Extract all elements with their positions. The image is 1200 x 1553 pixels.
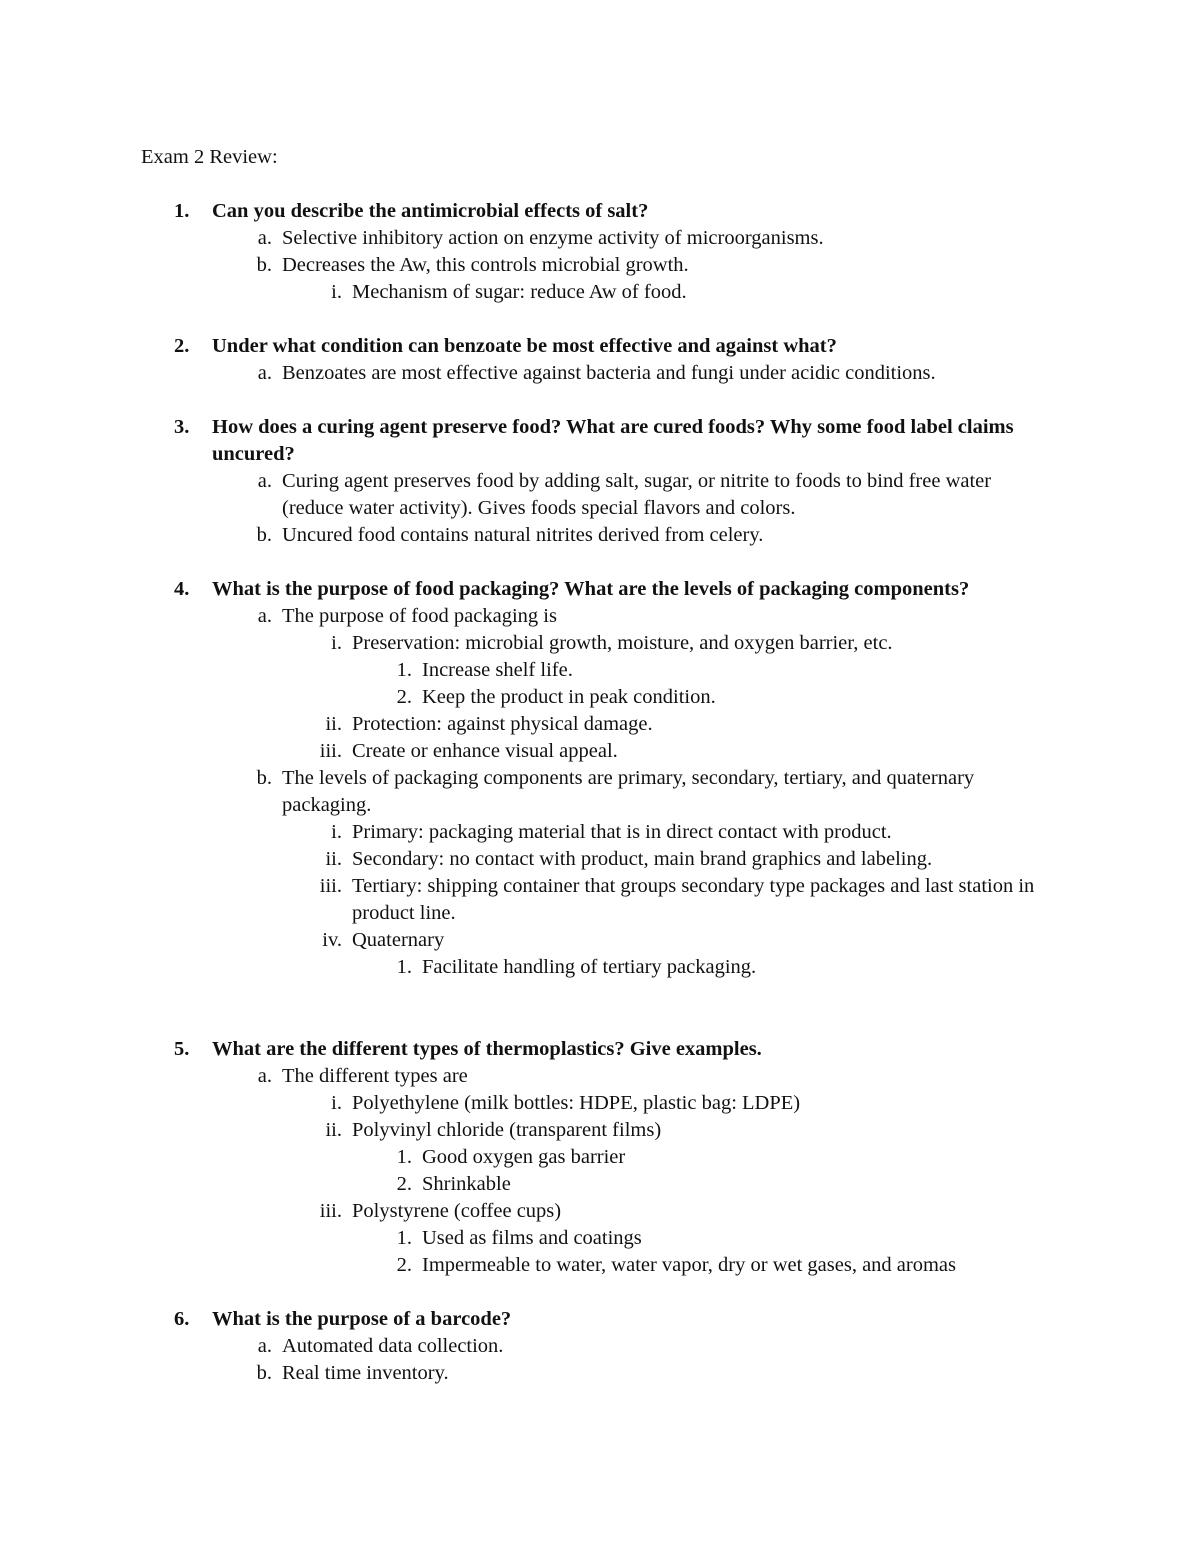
answer-text: Preservation: microbial growth, moisture, and oxygen barrier, etc. [352, 632, 893, 654]
list-marker: iii. [319, 1200, 342, 1222]
answer-text: Curing agent preserves food by adding salt, sugar, or nitrite to foods to bind free water (reduce water activity). Gives foods special flavors and colors. [282, 470, 992, 519]
question-5 [174, 1036, 1054, 1279]
list-marker: iii. [319, 740, 342, 762]
answer-item [396, 1144, 1054, 1171]
answer-item [256, 1360, 1054, 1387]
question-text: What are the different types of thermoplastics? Give examples. [212, 1038, 762, 1060]
answer-text: The different types are [282, 1065, 468, 1087]
answer-item [319, 873, 1054, 927]
answer-text: Primary: packaging material that is in direct contact with product. [352, 821, 892, 843]
list-marker: b. [256, 767, 272, 789]
list-marker: ii. [325, 713, 342, 735]
list-marker: a. [257, 1065, 272, 1087]
answer-item [257, 360, 1054, 387]
list-marker: i. [331, 821, 342, 843]
answer-item [396, 684, 1054, 711]
answer-item [257, 603, 1054, 630]
list-marker: 1. [396, 659, 412, 681]
answer-item [256, 765, 1054, 819]
question-text: Under what condition can benzoate be most effective and against what? [212, 335, 837, 357]
question-number: 5. [174, 1038, 190, 1060]
question-2 [174, 333, 1054, 387]
question-1 [174, 198, 1054, 306]
answer-item [257, 468, 1054, 522]
list-marker: ii. [325, 848, 342, 870]
page-title: Exam 2 Review: [141, 146, 278, 168]
question-3 [174, 414, 1054, 549]
answer-item [325, 711, 1054, 738]
list-marker: 1. [396, 956, 412, 978]
list-marker: 2. [396, 1254, 412, 1276]
answer-text: Automated data collection. [282, 1335, 504, 1357]
answer-text: Uncured food contains natural nitrites derived from celery. [282, 524, 764, 546]
list-marker: a. [257, 1335, 272, 1357]
question-6 [174, 1306, 1054, 1387]
list-marker: b. [256, 1362, 272, 1384]
answer-item [331, 630, 1054, 657]
question-number: 4. [174, 578, 190, 600]
question-text: How does a curing agent preserve food? What are cured foods? Why some food label claims uncured? [212, 416, 1014, 465]
answer-text: The purpose of food packaging is [282, 605, 557, 627]
answer-text: Good oxygen gas barrier [422, 1146, 626, 1168]
answer-text: Keep the product in peak condition. [422, 686, 716, 708]
answer-text: Selective inhibitory action on enzyme activity of microorganisms. [282, 227, 824, 249]
answer-item [331, 279, 1054, 306]
answer-text: Polyethylene (milk bottles: HDPE, plastic bag: LDPE) [352, 1092, 801, 1114]
answer-text: Polystyrene (coffee cups) [352, 1200, 562, 1222]
list-marker: a. [257, 605, 272, 627]
answer-text: Impermeable to water, water vapor, dry or wet gases, and aromas [422, 1254, 956, 1276]
answer-text: Quaternary [352, 929, 445, 951]
answer-text: Increase shelf life. [422, 659, 573, 681]
answer-text: Decreases the Aw, this controls microbial growth. [282, 254, 689, 276]
answer-item [257, 1333, 1054, 1360]
answer-text: Shrinkable [422, 1173, 511, 1195]
answer-item [322, 927, 1054, 954]
list-marker: i. [331, 281, 342, 303]
question-number: 1. [174, 200, 190, 222]
answer-item [256, 252, 1054, 279]
answer-item [319, 738, 1054, 765]
question-text: What is the purpose of a barcode? [212, 1308, 512, 1330]
answer-text: Benzoates are most effective against bacteria and fungi under acidic conditions. [282, 362, 936, 384]
answer-item [257, 225, 1054, 252]
answer-text: Polyvinyl chloride (transparent films) [352, 1119, 662, 1141]
list-marker: a. [257, 227, 272, 249]
answer-item [396, 954, 1054, 981]
list-marker: i. [331, 1092, 342, 1114]
list-marker: b. [256, 524, 272, 546]
list-marker: 1. [396, 1227, 412, 1249]
answer-text: Facilitate handling of tertiary packaging. [422, 956, 757, 978]
answer-text: Tertiary: shipping container that groups secondary type packages and last station in product line. [352, 875, 1035, 924]
list-marker: a. [257, 470, 272, 492]
answer-text: Secondary: no contact with product, main brand graphics and labeling. [352, 848, 933, 870]
list-marker: iii. [319, 875, 342, 897]
answer-item [396, 1225, 1054, 1252]
question-text: Can you describe the antimicrobial effects of salt? [212, 200, 649, 222]
list-marker: ii. [325, 1119, 342, 1141]
question-number: 6. [174, 1308, 190, 1330]
answer-text: Protection: against physical damage. [352, 713, 653, 735]
list-marker: i. [331, 632, 342, 654]
answer-text: Mechanism of sugar: reduce Aw of food. [352, 281, 687, 303]
question-number: 3. [174, 416, 190, 438]
answer-item [396, 1171, 1054, 1198]
answer-item [396, 1252, 1054, 1279]
answer-item [331, 1090, 1054, 1117]
answer-text: Used as films and coatings [422, 1227, 642, 1249]
answer-item [257, 1063, 1054, 1090]
question-4 [174, 576, 1054, 981]
answer-item [325, 1117, 1054, 1144]
question-number: 2. [174, 335, 190, 357]
answer-item [319, 1198, 1054, 1225]
answer-item [396, 657, 1054, 684]
question-text: What is the purpose of food packaging? What are the levels of packaging components? [212, 578, 970, 600]
list-marker: 1. [396, 1146, 412, 1168]
answer-item [256, 522, 1054, 549]
answer-text: Real time inventory. [282, 1362, 449, 1384]
list-marker: b. [256, 254, 272, 276]
list-marker: 2. [396, 686, 412, 708]
answer-item [325, 846, 1054, 873]
answer-text: The levels of packaging components are primary, secondary, tertiary, and quaternary packaging. [282, 767, 975, 816]
list-marker: a. [257, 362, 272, 384]
list-marker: iv. [322, 929, 342, 951]
list-marker: 2. [396, 1173, 412, 1195]
answer-item [331, 819, 1054, 846]
answer-text: Create or enhance visual appeal. [352, 740, 618, 762]
